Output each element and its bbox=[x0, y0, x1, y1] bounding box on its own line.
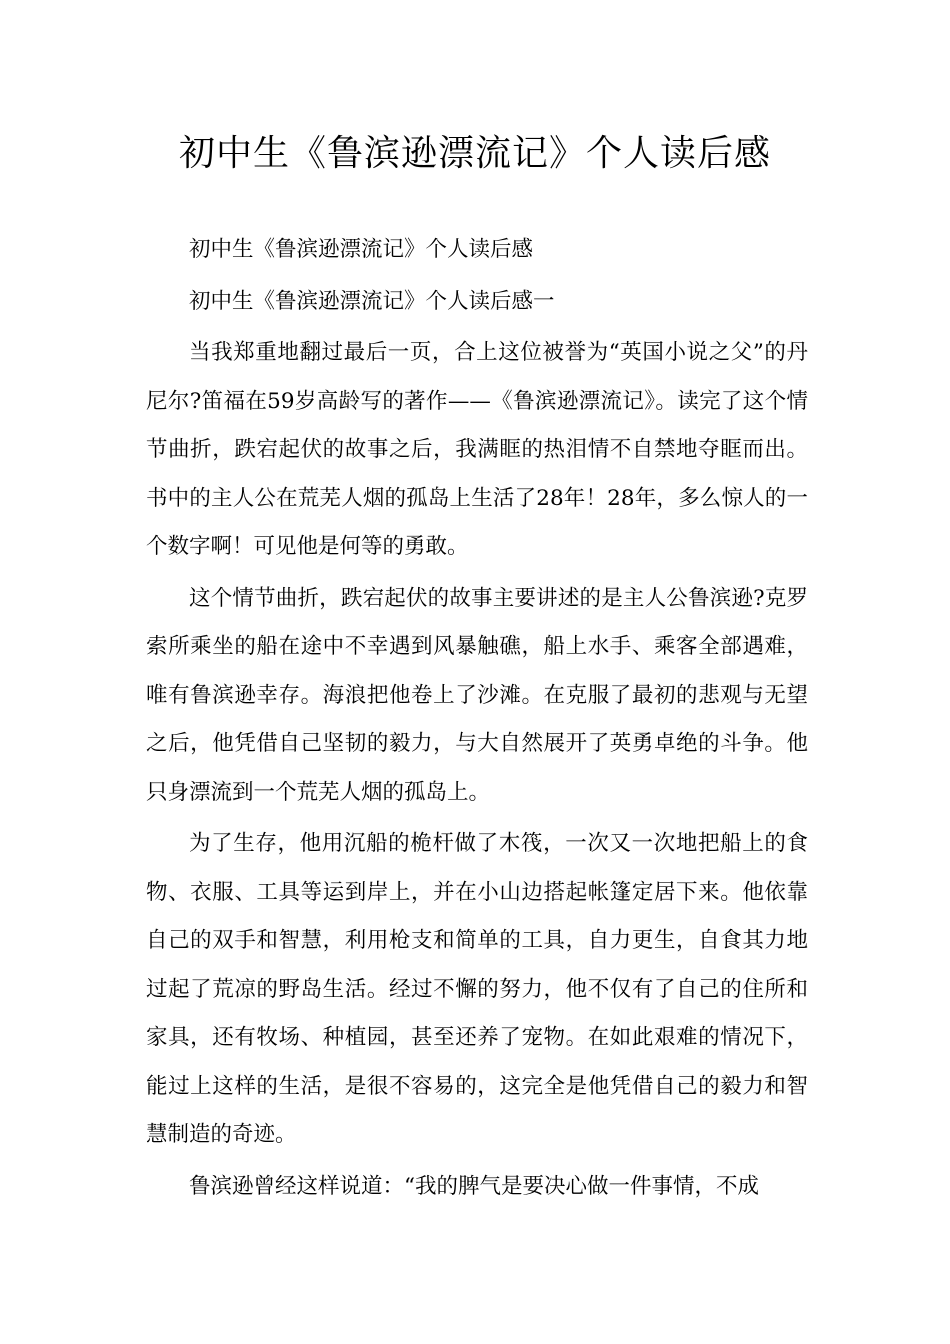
paragraph-story-summary: 这个情节曲折，跌宕起伏的故事主要讲述的是主人公鲁滨逊?克罗索所乘坐的船在途中不幸遇到风暴触礁，船上水手、乘客全部遇难，唯有鲁滨逊幸存。海浪把他卷上了沙滩。在克服了最初的悲观与无望之后，他凭借自己坚韧的毅力，与大自然展开了英勇卓绝的斗争。他只身漂流到一个荒芜人烟的孤岛上。 bbox=[146, 585, 808, 805]
paragraph-quote: 鲁滨逊曾经这样说道：“我的脾气是要决心做一件事情，不成 bbox=[189, 1173, 759, 1199]
paragraph-intro: 当我郑重地翻过最后一页，合上这位被誉为“英国小说之父”的丹尼尔?笛福在59岁高龄写的著作——《鲁滨逊漂流记》。读完了这个情节曲折，跌宕起伏的故事之后，我满眶的热泪情不自禁地夺眶而出。书中的主人公在荒芜人烟的孤岛上生活了28年！28年，多么惊人的一个数字啊！可见他是何等的勇敢。 bbox=[146, 340, 808, 559]
paragraph-subtitle: 初中生《鲁滨逊漂流记》个人读后感 bbox=[189, 237, 534, 262]
paragraph-section-heading: 初中生《鲁滨逊漂流记》个人读后感一 bbox=[189, 288, 555, 314]
paragraph-survival: 为了生存，他用沉船的桅杆做了木筏，一次又一次地把船上的食物、衣服、工具等运到岸上，并在小山边搭起帐篷定居下来。他依靠自己的双手和智慧，利用枪支和简单的工具，自力更生，自食其力地过起了荒凉的野岛生活。经过不懈的努力，他不仅有了自己的住所和家具，还有牧场、种植园，甚至还养了宠物。在如此艰难的情况下，能过上这样的生活，是很不容易的，这完全是他凭借自己的毅力和智慧制造的奇迹。 bbox=[146, 831, 808, 1147]
document-title: 初中生《鲁滨逊漂流记》个人读后感 bbox=[178, 133, 771, 174]
document-body bbox=[146, 226, 808, 1214]
